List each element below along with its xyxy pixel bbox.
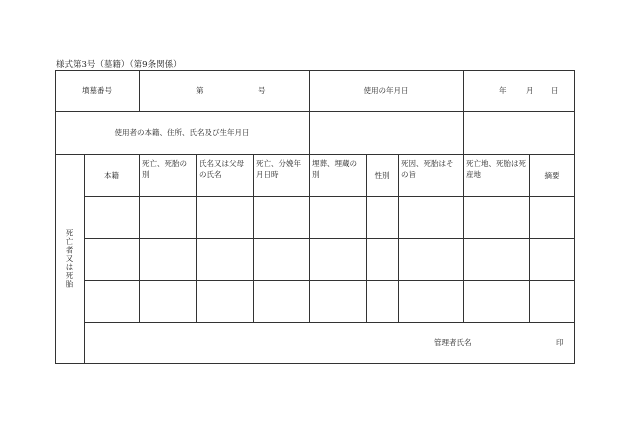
data-row-3[interactable] [84, 280, 575, 322]
number-prefix: 第 [196, 86, 204, 95]
date-month-label: 月 [526, 86, 534, 95]
seal-label: 印 [556, 338, 564, 347]
col-header-place: 死亡地、死胎は死産地 [466, 159, 526, 179]
date-day-label: 日 [551, 86, 559, 95]
col-header-cause: 死因、死胎はその旨 [401, 159, 454, 179]
date-year-label: 年 [499, 86, 507, 95]
deceased-side-label: 死亡者又は死胎 [65, 229, 74, 289]
user-info-field-2[interactable] [463, 111, 575, 154]
form-caption: 様式第3号（墓籍）（第9条関係） [56, 60, 182, 70]
plot-number-label: 墳墓番号 [82, 86, 112, 95]
col-header-death-date: 死亡、分娩年月日時 [256, 159, 301, 179]
user-info-label: 使用者の本籍、住所、氏名及び生年月日 [114, 128, 250, 137]
user-info-field-1[interactable] [309, 111, 463, 154]
usage-date-label: 使用の年月日 [363, 86, 409, 95]
col-header-remarks: 摘要 [544, 170, 560, 180]
plot-number-field[interactable] [139, 70, 309, 111]
col-header-domicile: 本籍 [104, 170, 119, 180]
data-row-1[interactable] [84, 196, 575, 238]
col-header-burial-type: 埋葬、埋蔵の別 [312, 159, 357, 179]
grave-register-form [55, 70, 575, 364]
number-suffix: 号 [258, 86, 266, 95]
col-header-death-stillbirth: 死亡、死胎の別 [142, 159, 187, 179]
deceased-side-label-cell [55, 154, 84, 364]
manager-row [84, 322, 575, 364]
data-row-2[interactable] [84, 238, 575, 280]
usage-date-field[interactable] [463, 70, 575, 111]
col-header-name: 氏名又は父母の氏名 [199, 159, 244, 179]
col-header-sex: 性別 [374, 170, 390, 180]
manager-name-label: 管理者氏名 [434, 338, 472, 347]
